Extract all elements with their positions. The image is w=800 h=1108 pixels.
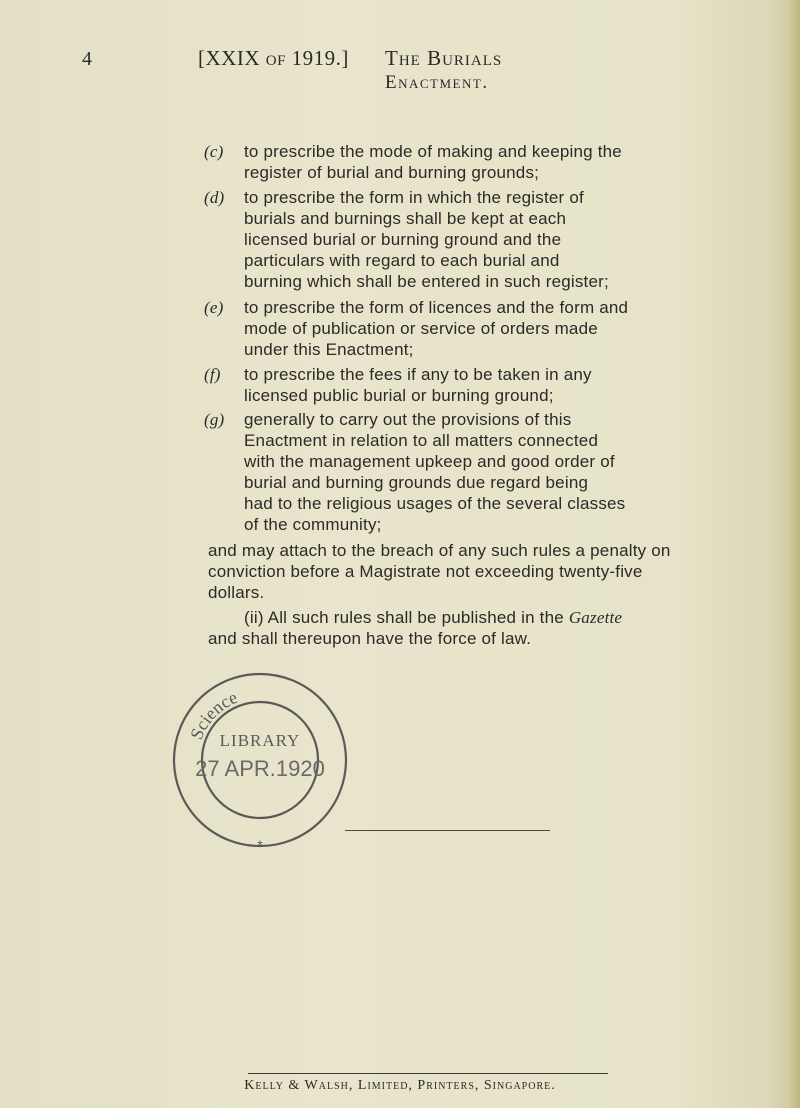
clause-f xyxy=(204,364,709,406)
clause-line: burial and burning grounds due regard being xyxy=(244,473,589,492)
clause-line: particulars with regard to each burial and xyxy=(244,251,560,270)
stamp-rule xyxy=(345,830,550,831)
clause-e xyxy=(204,297,709,360)
clause-line: burials and burnings shall be kept at each xyxy=(244,209,567,228)
running-title-continued: Enactment. xyxy=(385,72,489,93)
clause-line: Enactment in relation to all matters connected xyxy=(244,431,599,450)
stamp-arc-text: Science xyxy=(186,687,241,743)
paragraph-line: conviction before a Magistrate not exceeding twenty-five xyxy=(208,562,643,581)
page-number: 4 xyxy=(82,48,92,70)
clause-g xyxy=(204,409,709,535)
page-edge xyxy=(786,0,800,1108)
gazette-term: Gazette xyxy=(568,608,623,627)
clause-line: to prescribe the form of licences and the form and xyxy=(244,298,629,317)
penalty-paragraph xyxy=(208,540,708,603)
clause-d xyxy=(204,187,709,292)
paragraph-line: and shall thereupon have the force of law. xyxy=(208,629,532,648)
clause-line: with the management upkeep and good order of xyxy=(244,452,615,471)
clause-line: of the community; xyxy=(244,515,382,534)
paragraph-line xyxy=(208,607,708,628)
clause-line: to prescribe the fees if any to be taken in any xyxy=(244,365,592,384)
clause-c xyxy=(204,141,709,183)
running-header xyxy=(0,44,800,104)
clause-marker: (f) xyxy=(204,365,221,384)
clause-marker: (e) xyxy=(204,298,224,317)
clause-line: generally to carry out the provisions of this xyxy=(244,410,572,429)
printer-imprint: Kelly & Walsh, Limited, Printers, Singapore. xyxy=(244,1078,556,1093)
clause-line: to prescribe the mode of making and keeping the xyxy=(244,142,622,161)
paragraph-text: (ii) All such rules shall be published in the xyxy=(244,608,564,627)
clause-line: mode of publication or service of orders made xyxy=(244,319,598,338)
running-title: The Burials xyxy=(385,46,503,70)
clause-line: had to the religious usages of the several classes xyxy=(244,494,626,513)
paragraph-line: and may attach to the breach of any such rules a penalty on xyxy=(208,541,671,560)
paragraph-line: dollars. xyxy=(208,583,265,602)
library-stamp xyxy=(160,660,360,860)
clause-marker: (c) xyxy=(204,142,224,161)
clause-line: register of burial and burning grounds; xyxy=(244,163,540,182)
stamp-library-text: LIBRARY xyxy=(219,731,301,750)
publication-paragraph xyxy=(208,607,708,649)
clause-line: under this Enactment; xyxy=(244,340,414,359)
footer-rule xyxy=(248,1073,608,1074)
clause-marker: (d) xyxy=(204,188,225,207)
clause-line: licensed public burial or burning ground; xyxy=(244,386,554,405)
svg-text:*: * xyxy=(257,837,263,853)
stamp-date-text: 27 APR.1920 xyxy=(195,756,325,781)
clause-line: licensed burial or burning ground and the xyxy=(244,230,562,249)
clause-line: burning which shall be entered in such register; xyxy=(244,272,609,291)
clause-marker: (g) xyxy=(204,410,225,429)
clause-line: to prescribe the form in which the register of xyxy=(244,188,584,207)
enactment-citation: [XXIX of 1919.] xyxy=(198,46,349,70)
